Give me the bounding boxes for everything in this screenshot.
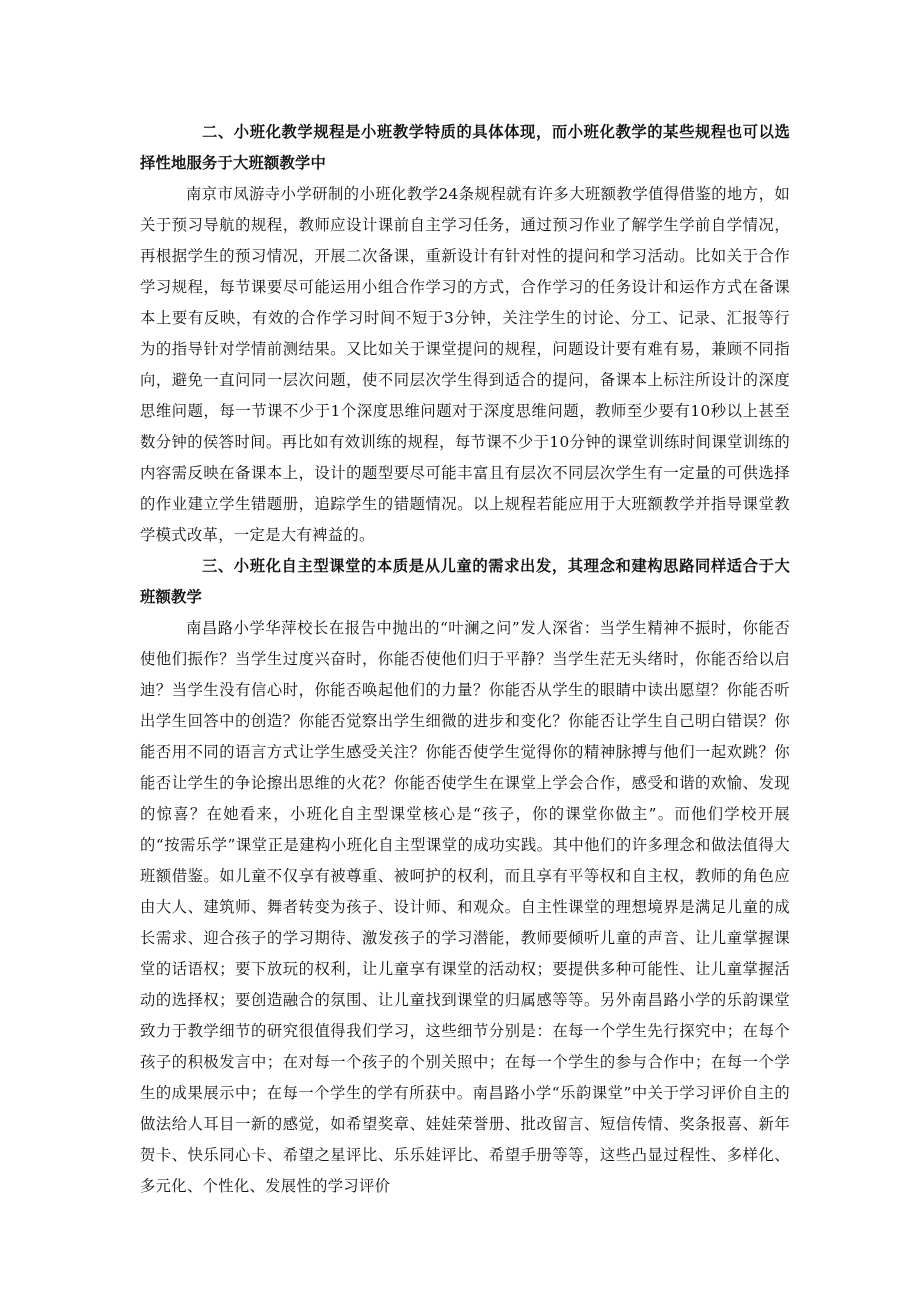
section-2-heading: 二、小班化教学规程是小班教学特质的具体体现，而小班化教学的某些规程也可以选择性地服务于大班额教学中 — [140, 123, 790, 172]
section-2-body: 南京市凤游寺小学研制的小班化教学24条规程就有许多大班额教学值得借鉴的地方，如关于预习导航的规程，教师应设计课前自主学习任务，通过预习作业了解学生学前自学情况，再根据学生的预习情况，开展二次备课，重新设计有针对性的提问和学习活动。比如关于合作学习规程，每节课要尽可能运用小组合作学习的方式，合作学习的任务设计和运作方式在备课本上要有反映，有效的合作学习时间不短于3分钟，关注学生的讨论、分工、记录、汇报等行为的指导针对学情前测结果。又比如关于课堂提问的规程，问题设计要有难有易，兼顾不同指向，避免一直问同一层次问题，使不同层次学生得到适合的提问，备课本上标注所设计的深度思维问题，每一节课不少于1个深度思维问题对于深度思维问题，教师至少要有10秒以上甚至数分钟的侯答时间。再比如有效训练的规程，每节课不少于10分钟的课堂训练时间课堂训练的内容需反映在备课本上，设计的题型要尽可能丰富且有层次不同层次学生有一定量的可供选择的作业建立学生错题册，追踪学生的错题情况。以上规程若能应用于大班额教学并指导课堂教学模式改革，一定是大有裨益的。 — [140, 185, 790, 544]
section-3-heading: 三、小班化自主型课堂的本质是从儿童的需求出发，其理念和建构思路同样适合于大班额教学 — [140, 557, 790, 606]
section-3-body: 南昌路小学华萍校长在报告中抛出的“叶澜之问”发人深省：当学生精神不振时，你能否使他们振作？当学生过度兴奋时，你能否使他们归于平静？当学生茫无头绪时，你能否给以启迪？当学生没有信心时，你能否唤起他们的力量？你能否从学生的眼睛中读出愿望？你能否听出学生回答中的创造？你能否觉察出学生细微的进步和变化？你能否让学生自己明白错误？你能否用不同的语言方式让学生感受关注？你能否使学生觉得你的精神脉搏与他们一起欢跳？你能否让学生的争论擦出思维的火花？你能否使学生在课堂上学会合作，感受和谐的欢愉、发现的惊喜？在她看来，小班化自主型课堂核心是“孩子，你的课堂你做主”。而他们学校开展的“按需乐学”课堂正是建构小班化自主型课堂的成功实践。其中他们的许多理念和做法值得大班额借鉴。如儿童不仅享有被尊重、被呵护的权利，而且享有平等权和自主权，教师的角色应由大人、建筑师、舞者转变为孩子、设计师、和观众。自主性课堂的理想境界是满足儿童的成长需求、迎合孩子的学习期待、激发孩子的学习潜能，教师要倾听儿童的声音、让儿童掌握课堂的话语权；要下放玩的权利，让儿童享有课堂的活动权；要提供多种可能性、让儿童掌握活动的选择权；要创造融合的氛围、让儿童找到课堂的归属感等等。另外南昌路小学的乐韵课堂致力于教学细节的研究很值得我们学习，这些细节分别是：在每一个学生先行探究中；在每个孩子的积极发言中；在对每一个孩子的个别关照中；在每一个学生的参与合作中；在每一个学生的成果展示中；在每一个学生的学有所获中。南昌路小学“乐韵课堂”中关于学习评价自主的做法给人耳目一新的感觉，如希望奖章、娃娃荣誉册、批改留言、短信传情、奖条报喜、新年贺卡、快乐同心卡、希望之星评比、乐乐娃评比、希望手册等等，这些凸显过程性、多样化、多元化、个性化、发展性的学习评价 — [140, 619, 790, 1195]
document-page — [140, 117, 790, 1202]
